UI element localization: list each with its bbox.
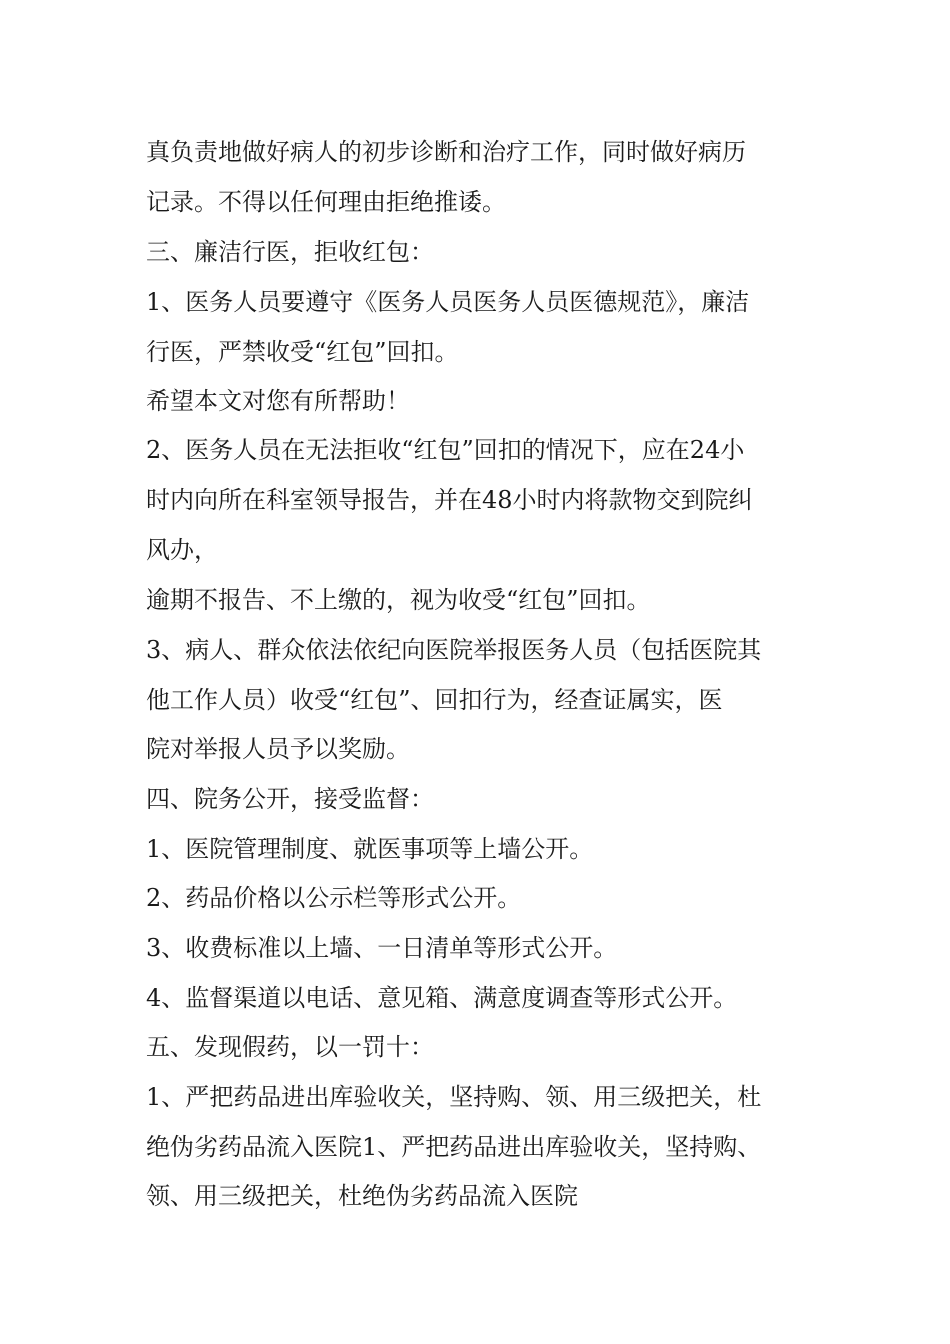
text-line: 3、病人、群众依法依纪向医院举报医务人员（包括医院其 (146, 636, 762, 664)
text-line: 逾期不报告、不上缴的，视为收受“红包”回扣。 (146, 586, 651, 614)
text-line: 2、医务人员在无法拒收“红包”回扣的情况下，应在24小 (146, 436, 745, 464)
text-line: 1、医务人员要遵守《医务人员医务人员医德规范》，廉洁 (146, 288, 750, 316)
text-line: 院对举报人员予以奖励。 (146, 735, 410, 763)
section-heading: 五、发现假药，以一罚十： (146, 1033, 434, 1061)
text-line: 1、医院管理制度、就医事项等上墙公开。 (146, 835, 594, 863)
text-line: 领、用三级把关，杜绝伪劣药品流入医院 (146, 1182, 578, 1210)
text-line: 风办， (146, 536, 218, 564)
text-line: 真负责地做好病人的初步诊断和治疗工作，同时做好病历 (146, 138, 746, 166)
text-line: 他工作人员）收受“红包”、回扣行为，经查证属实，医 (146, 686, 723, 714)
text-line: 绝伪劣药品流入医院1、严把药品进出库验收关，坚持购、 (146, 1133, 762, 1161)
text-line: 1、严把药品进出库验收关，坚持购、领、用三级把关，杜 (146, 1083, 762, 1111)
text-line: 2、药品价格以公示栏等形式公开。 (146, 884, 522, 912)
text-line: 时内向所在科室领导报告，并在48小时内将款物交到院纠 (146, 486, 753, 514)
text-line: 4、监督渠道以电话、意见箱、满意度调查等形式公开。 (146, 984, 738, 1012)
text-line: 希望本文对您有所帮助！ (146, 387, 410, 415)
text-line: 3、收费标准以上墙、一日清单等形式公开。 (146, 934, 618, 962)
text-line: 记录。不得以任何理由拒绝推诿。 (146, 188, 506, 216)
section-heading: 四、院务公开，接受监督： (146, 785, 434, 813)
section-heading: 三、廉洁行医，拒收红包： (146, 238, 434, 266)
text-line: 行医，严禁收受“红包”回扣。 (146, 338, 459, 366)
